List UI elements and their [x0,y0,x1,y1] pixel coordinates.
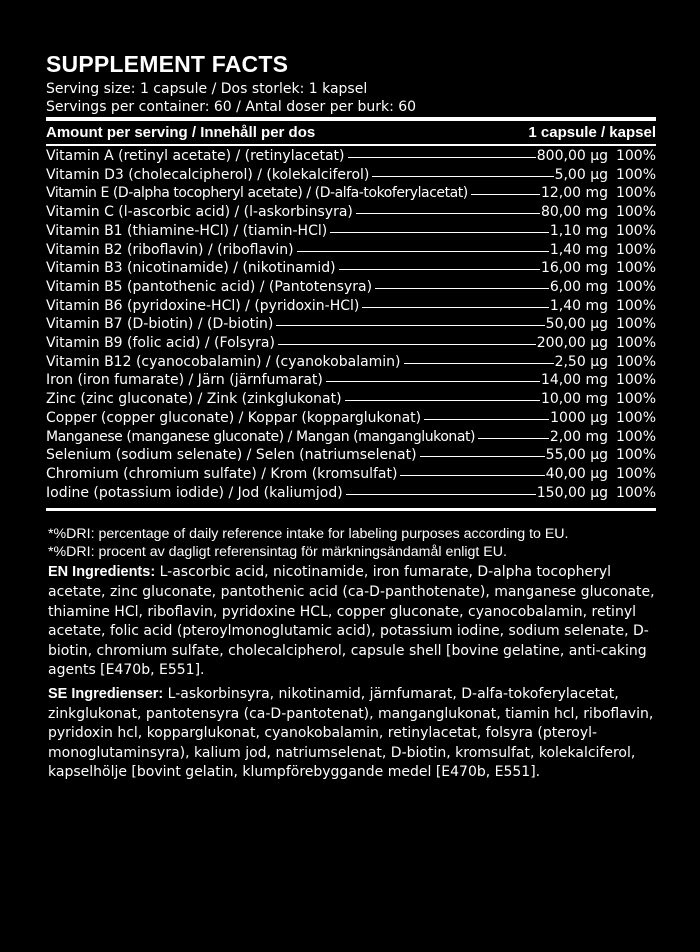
table-row [46,259,656,278]
nutrient-dri: 100% [615,222,656,239]
table-row [46,166,656,185]
leader-line [276,325,544,326]
nutrient-name: Selenium (sodium selenate) / Selen (natriumselenat) [46,447,417,464]
leader-line [372,176,553,177]
nutrient-name: Vitamin B5 (pantothenic acid) / (Pantotensyra) [46,278,373,295]
nutrient-name: Iodine (potassium iodide) / Jod (kaliumjod) [46,484,343,501]
table-row [46,203,656,222]
nutrient-amount: 12,00 mg [540,185,608,202]
nutrient-dri: 100% [615,316,656,333]
leader-line [362,307,548,308]
nutrient-amount: 10,00 mg [540,391,608,408]
header-capsule-label: 1 capsule / kapsel [528,124,656,141]
ingredients-se [46,685,656,783]
nutrient-name: Vitamin C (l-ascorbic acid) / (l-askorbinsyra) [46,204,353,221]
nutrient-amount: 5,00 µg [554,166,608,183]
servings-per-container: Servings per container: 60 / Antal doser per burk: 60 [46,99,417,115]
panel-title: SUPPLEMENT FACTS [46,51,289,77]
ingredients-en-label: EN Ingredients: [48,564,156,581]
nutrient-dri: 100% [615,465,656,482]
nutrient-amount: 55,00 µg [545,447,608,464]
header-amount-label: Amount per serving / Innehåll per dos [46,124,316,141]
nutrient-amount: 16,00 mg [540,260,608,277]
nutrient-dri: 100% [615,484,656,501]
leader-line [400,475,544,476]
table-row [46,315,656,334]
nutrient-amount: 50,00 µg [545,316,608,333]
table-row [46,371,656,390]
leader-line [404,363,554,364]
nutrient-amount: 1,10 mg [549,222,608,239]
table-row [46,297,656,316]
table-header [46,121,656,144]
leader-line [346,494,536,495]
leader-line [297,251,549,252]
nutrient-amount: 6,00 mg [549,278,608,295]
header-underline [46,144,656,146]
table-row [46,222,656,241]
nutrient-amount: 14,00 mg [540,372,608,389]
nutrient-amount: 1,40 mg [549,297,608,314]
serving-size: Serving size: 1 capsule / Dos storlek: 1 kapsel [46,81,368,97]
nutrient-amount: 2,50 µg [554,353,608,370]
nutrient-dri: 100% [615,391,656,408]
supplement-facts-panel [46,50,656,783]
table-row [46,428,656,447]
nutrient-amount: 40,00 µg [545,465,608,482]
nutrient-name: Vitamin B3 (nicotinamide) / (nikotinamid) [46,260,336,277]
table-bottom-rule [46,508,656,511]
ingredients-en [46,563,656,681]
nutrient-dri: 100% [615,204,656,221]
nutrient-name: Vitamin B12 (cyanocobalamin) / (cyanokobalamin) [46,353,401,370]
leader-line [330,232,549,233]
nutrient-dri: 100% [615,409,656,426]
ingredients-en-text: L-ascorbic acid, nicotinamide, iron fumarate, D-alpha tocopheryl acetate, zinc gluconate, pantothenic acid (ca-D-panthotenate), manganese gluconate, thiamine HCl, riboflavin, pyridoxine HCL, copper gluconate, cyanocobalamin, retinyl acetate, folic acid (pteroylmonoglutamic acid), potassium iodine, sodium selenate, D-biotin, chromium sulfate, cholecalcipherol, capsule shell [bovine gelatine, anti-caking agents [E470b, E551]. [48,564,655,679]
nutrient-table [46,147,656,502]
nutrient-dri: 100% [615,297,656,314]
nutrient-name: Vitamin A (retinyl acetate) / (retinylacetat) [46,148,345,164]
nutrient-dri: 100% [615,260,656,277]
table-row [46,184,656,203]
nutrient-name: Chromium (chromium sulfate) / Krom (kromsulfat) [46,465,398,482]
nutrient-name: Manganese (manganese gluconate) / Mangan (manganglukonat) [46,428,476,445]
nutrient-name: Iron (iron fumarate) / Järn (järnfumarat) [46,372,323,389]
leader-line [326,381,540,382]
nutrient-dri: 100% [615,278,656,295]
nutrient-name: Vitamin B6 (pyridoxine-HCl) / (pyridoxin-HCl) [46,297,360,314]
nutrient-amount: 1000 µg [550,409,608,426]
nutrient-name: Vitamin B9 (folic acid) / (Folsyra) [46,335,275,352]
ingredients-se-label: SE Ingredienser: [48,685,164,702]
nutrient-amount: 200,00 µg [536,335,608,352]
nutrient-amount: 2,00 mg [549,428,608,445]
table-row [46,446,656,465]
nutrient-dri: 100% [615,335,656,352]
nutrient-amount: 1,40 mg [549,241,608,258]
nutrient-dri: 100% [615,241,656,258]
nutrient-name: Vitamin D3 (cholecalcipherol) / (kolekalciferol) [46,166,370,183]
table-row [46,390,656,409]
table-row [46,147,656,166]
nutrient-amount: 80,00 mg [540,204,608,221]
table-row [46,465,656,484]
nutrient-name: Zinc (zinc gluconate) / Zink (zinkglukonat) [46,391,342,408]
leader-line [348,157,536,158]
nutrient-name: Vitamin B1 (thiamine-HCl) / (tiamin-HCl) [46,222,328,239]
table-row [46,334,656,353]
nutrient-name: Copper (copper gluconate) / Koppar (kopparglukonat) [46,409,422,426]
footnote-se: *%DRI: procent av dagligt referensintag för märkningsändamål enligt EU. [48,544,507,561]
leader-line [375,288,549,289]
ingredients-se-text: L-askorbinsyra, nikotinamid, järnfumarat, D-alfa-tokoferylacetat, zinkglukonat, pantotensyra (ca-D-pantotenat), manganglukonat, tiamin hcl, riboflavin, pyridoxin hcl, kopparglukonat, cyanokobalamin, retinylacetat, folsyra (pteroyl-monoglutaminsyra), kalium jod, natriumselenat, D-biotin, kromsulfat, kolekalciferol, kapselhölje [bovint gelatin, klumpförebyggande medel [E470b, E551]. [48,685,654,781]
leader-line [339,269,540,270]
footnote-en: *%DRI: percentage of daily reference intake for labeling purposes according to EU. [48,526,569,543]
nutrient-amount: 150,00 µg [536,484,608,501]
table-row [46,353,656,372]
nutrient-dri: 100% [615,447,656,464]
nutrient-dri: 100% [615,428,656,445]
nutrient-dri: 100% [615,148,656,164]
leader-line [471,194,540,195]
table-row [46,484,656,503]
nutrient-name: Vitamin B7 (D-biotin) / (D-biotin) [46,316,274,333]
leader-line [345,400,540,401]
leader-line [420,456,545,457]
nutrient-name: Vitamin E (D-alpha tocopheryl acetate) / (D-alfa-tokoferylacetat) [46,185,468,202]
leader-line [478,438,549,439]
nutrient-amount: 800,00 µg [536,148,608,164]
nutrient-dri: 100% [615,166,656,183]
leader-line [424,419,549,420]
leader-line [278,344,536,345]
table-row [46,278,656,297]
nutrient-name: Vitamin B2 (riboflavin) / (riboflavin) [46,241,294,258]
nutrient-dri: 100% [615,372,656,389]
table-row [46,409,656,428]
table-row [46,241,656,260]
nutrient-dri: 100% [615,353,656,370]
nutrient-dri: 100% [615,185,656,202]
leader-line [356,213,540,214]
